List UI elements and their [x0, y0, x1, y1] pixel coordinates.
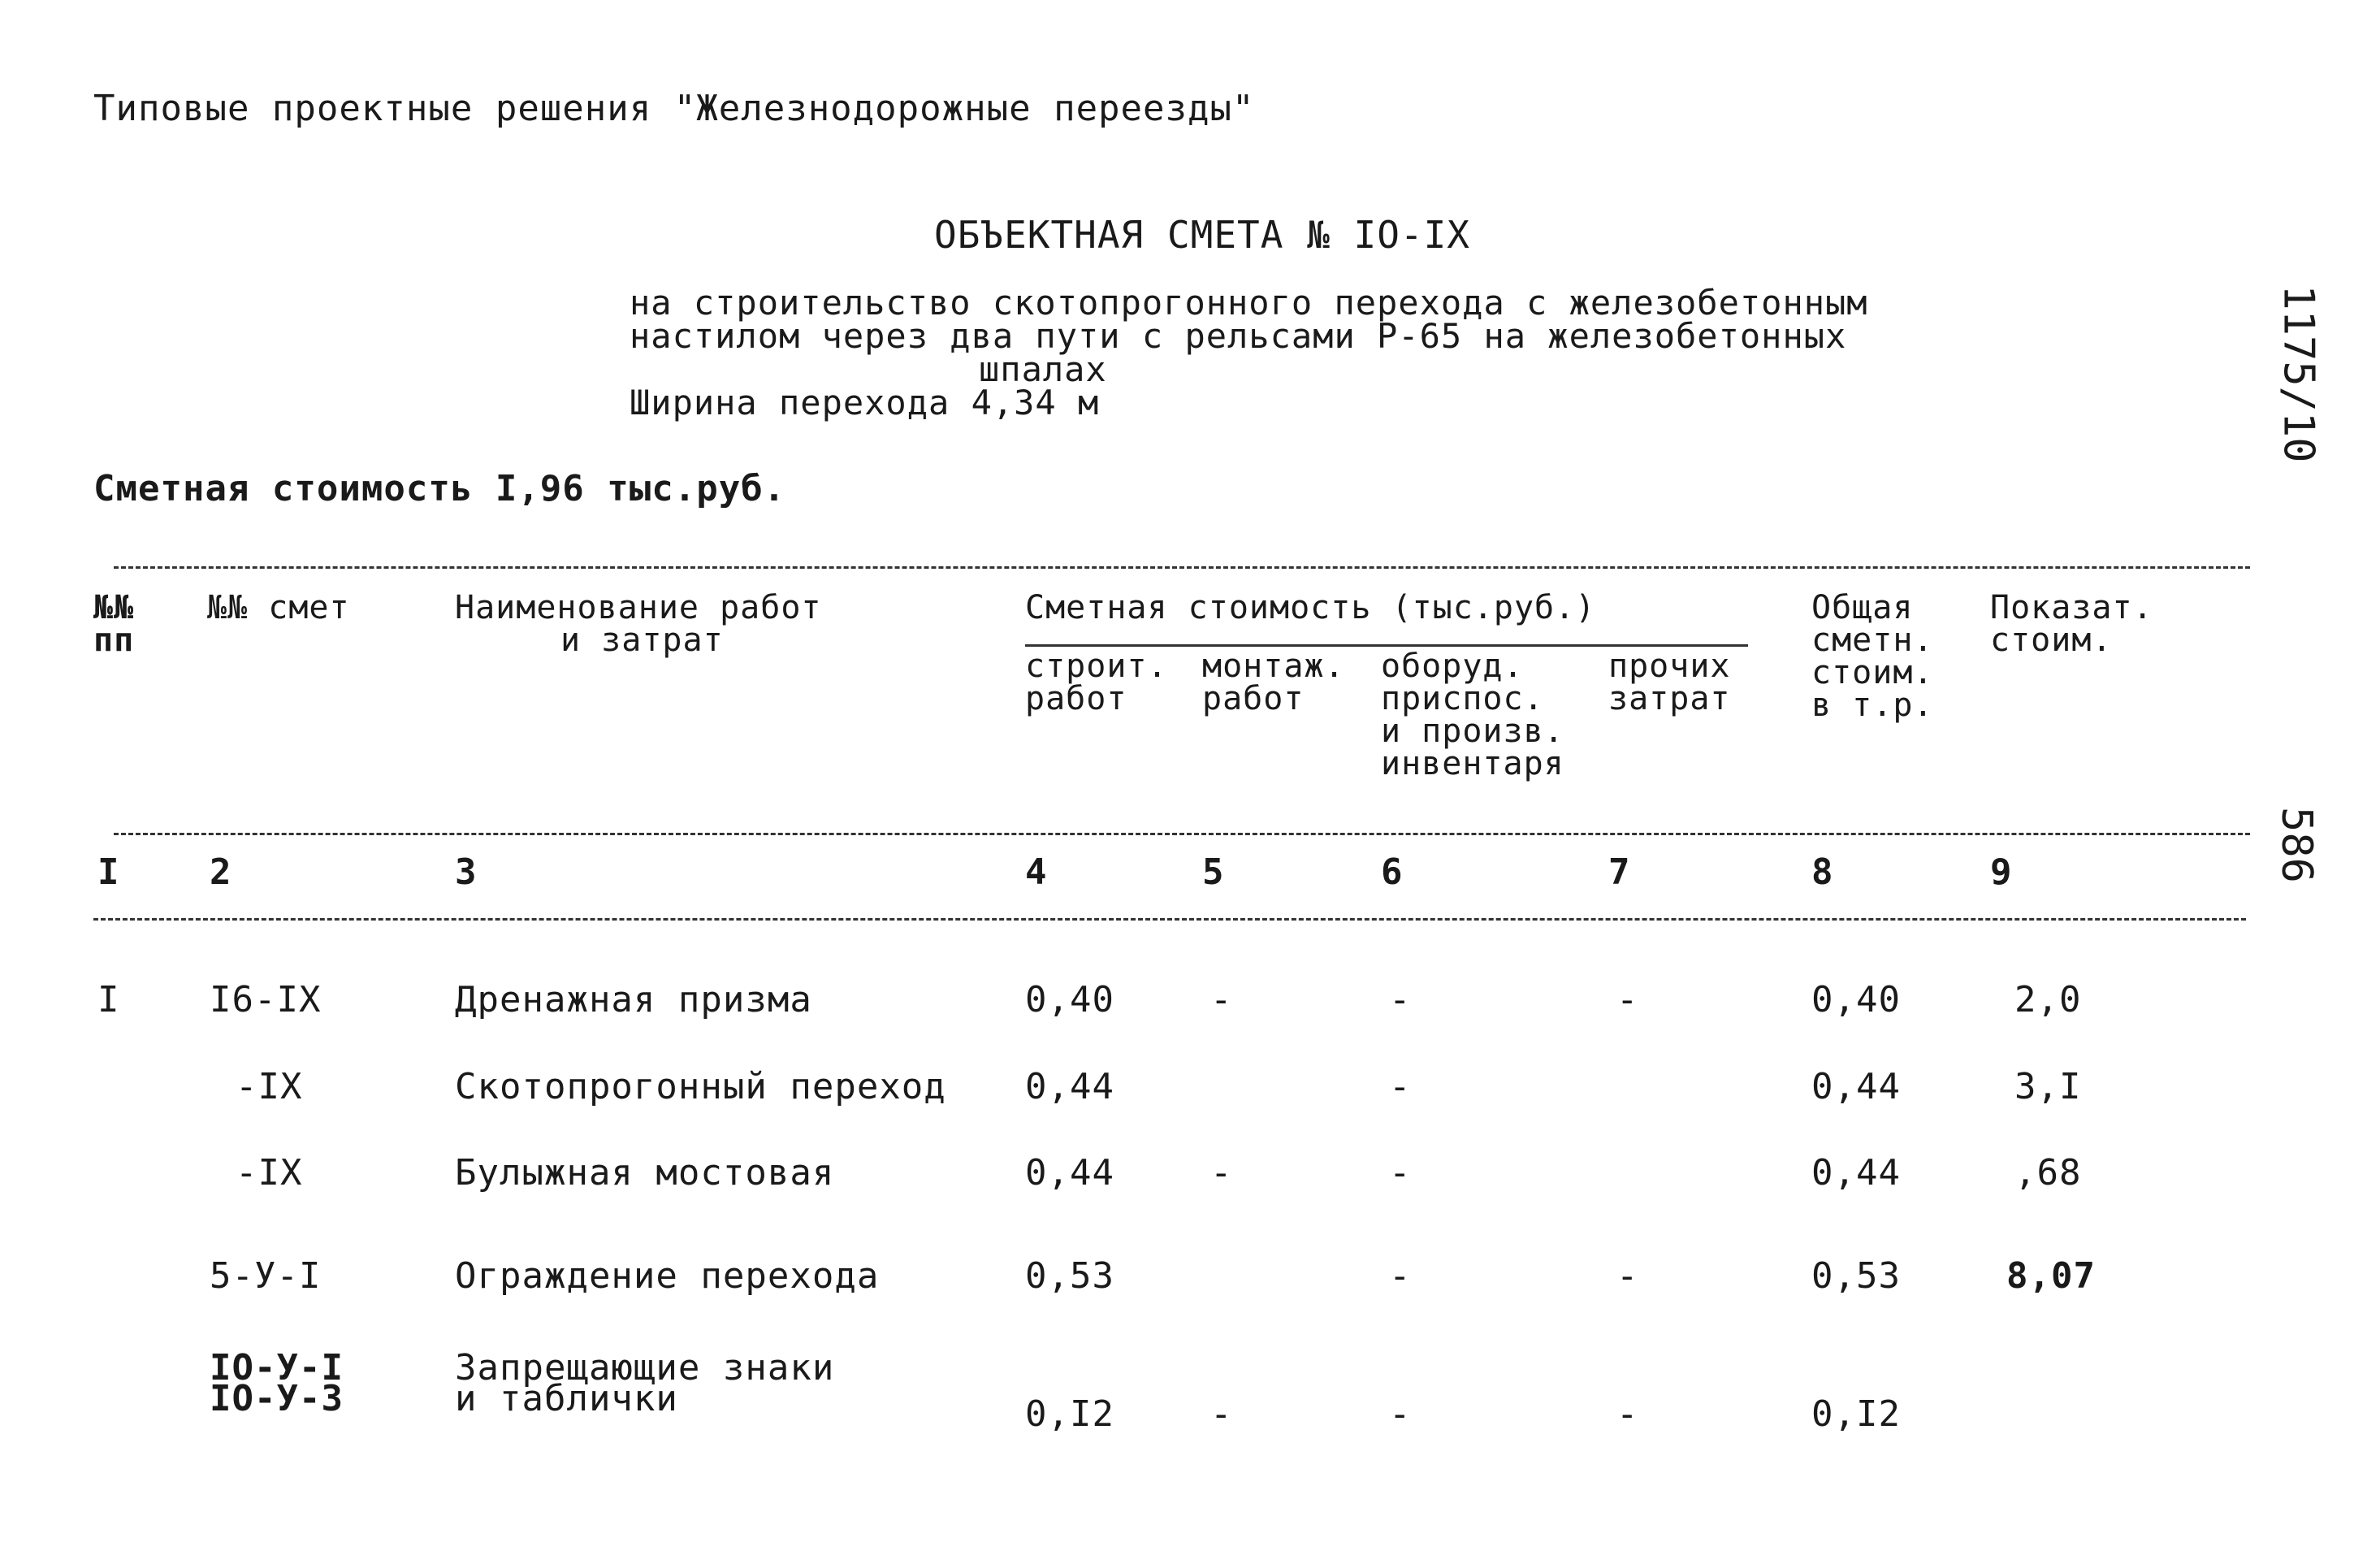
- colnum-3: 3: [455, 851, 477, 893]
- header-col9: Показат. стоим.: [1990, 589, 2153, 659]
- table-row: [0, 1347, 2380, 1442]
- cell-pp: I: [97, 979, 120, 1020]
- cell-total: 0,44: [1811, 1152, 1901, 1194]
- cell-smeta: -IX: [236, 1066, 303, 1107]
- numbers-bottom-rule: [93, 918, 2246, 921]
- cell-indicator: ,68: [2014, 1152, 2082, 1194]
- cell-indicator: 3,I: [2014, 1066, 2082, 1107]
- header-bottom-rule: [114, 833, 2250, 835]
- cell-build: 0,40: [1025, 979, 1114, 1020]
- subtitle-line-3: шпалах: [979, 349, 1107, 389]
- series-title: Типовые проектные решения "Железнодорожные переезды": [93, 88, 1255, 129]
- cell-other: -: [1616, 1255, 1639, 1297]
- cell-build: 0,53: [1025, 1255, 1114, 1297]
- cell-name: Ограждение перехода: [455, 1255, 880, 1297]
- colnum-4: 4: [1025, 851, 1047, 893]
- table-row: [0, 1152, 2380, 1217]
- header-col6: оборуд. приспос. и произв. инвентаря: [1381, 648, 1564, 782]
- group-rule: [1025, 644, 1748, 647]
- estimated-cost: Сметная стоимость I,96 тыс.руб.: [93, 468, 786, 509]
- subtitle-line-2: настилом через два пути с рельсами Р-65 на железобетонных: [630, 316, 1847, 356]
- header-col4: строит. работ: [1025, 648, 1168, 717]
- cell-mount: -: [1210, 1393, 1233, 1435]
- colnum-7: 7: [1608, 851, 1630, 893]
- cell-build: 0,44: [1025, 1066, 1114, 1107]
- header-col1: №№ пп: [93, 589, 135, 659]
- cell-equip: -: [1389, 1066, 1412, 1107]
- cell-equip: -: [1389, 1152, 1412, 1194]
- cell-indicator: 2,0: [2014, 979, 2082, 1020]
- page-number: 586: [2271, 807, 2321, 883]
- cell-smeta: -IX: [236, 1152, 303, 1194]
- cell-equip: -: [1389, 1255, 1412, 1297]
- cell-name: Запрещающие знаки и таблички: [455, 1347, 835, 1419]
- colnum-8: 8: [1811, 851, 1833, 893]
- document-subtitle: [630, 283, 1868, 422]
- cell-name: Булыжная мостовая: [455, 1152, 835, 1194]
- header-col2: №№ смет: [207, 589, 350, 626]
- cell-total: 0,40: [1811, 979, 1901, 1020]
- colnum-9: 9: [1990, 851, 2012, 893]
- table-row: [0, 1255, 2380, 1320]
- cell-name: Скотопрогонный переход: [455, 1066, 946, 1107]
- header-col3: Наименование работ и затрат: [455, 589, 822, 659]
- cell-other: -: [1616, 1393, 1639, 1435]
- header-col5: монтаж. работ: [1202, 648, 1345, 717]
- colnum-5: 5: [1202, 851, 1224, 893]
- side-code: 1175/10: [2274, 284, 2323, 463]
- cell-total: 0,53: [1811, 1255, 1901, 1297]
- document-title: ОБЪЕКТНАЯ СМЕТА № IO-IX: [934, 213, 1470, 257]
- colnum-1: I: [97, 851, 119, 893]
- header-col7: прочих затрат: [1608, 648, 1731, 717]
- table-row: [0, 979, 2380, 1044]
- cell-smeta: 5-У-I: [210, 1255, 322, 1297]
- cell-indicator: 8,07: [2006, 1255, 2096, 1297]
- colnum-6: 6: [1381, 851, 1403, 893]
- header-group: Сметная стоимость (тыс.руб.): [1025, 589, 1596, 626]
- cell-mount: -: [1210, 979, 1233, 1020]
- cell-build: 0,I2: [1025, 1393, 1114, 1435]
- cell-other: -: [1616, 979, 1639, 1020]
- header-col8: Общая сметн. стоим. в т.р.: [1811, 589, 1934, 724]
- cell-equip: -: [1389, 979, 1412, 1020]
- cell-total: 0,44: [1811, 1066, 1901, 1107]
- cell-smeta: IO-У-I IO-У-3: [210, 1347, 344, 1419]
- cell-mount: -: [1210, 1152, 1233, 1194]
- table-top-rule: [114, 566, 2250, 569]
- colnum-2: 2: [210, 851, 232, 893]
- cell-name: Дренажная призма: [455, 979, 812, 1020]
- subtitle-line-1: на строительство скотопрогонного перехода с железобетонным: [630, 283, 1868, 323]
- subtitle-line-4: Ширина перехода 4,34 м: [630, 383, 1100, 422]
- cell-build: 0,44: [1025, 1152, 1114, 1194]
- cell-equip: -: [1389, 1393, 1412, 1435]
- table-row: [0, 1066, 2380, 1131]
- cell-smeta: I6-IX: [210, 979, 322, 1020]
- cell-total: 0,I2: [1811, 1393, 1901, 1435]
